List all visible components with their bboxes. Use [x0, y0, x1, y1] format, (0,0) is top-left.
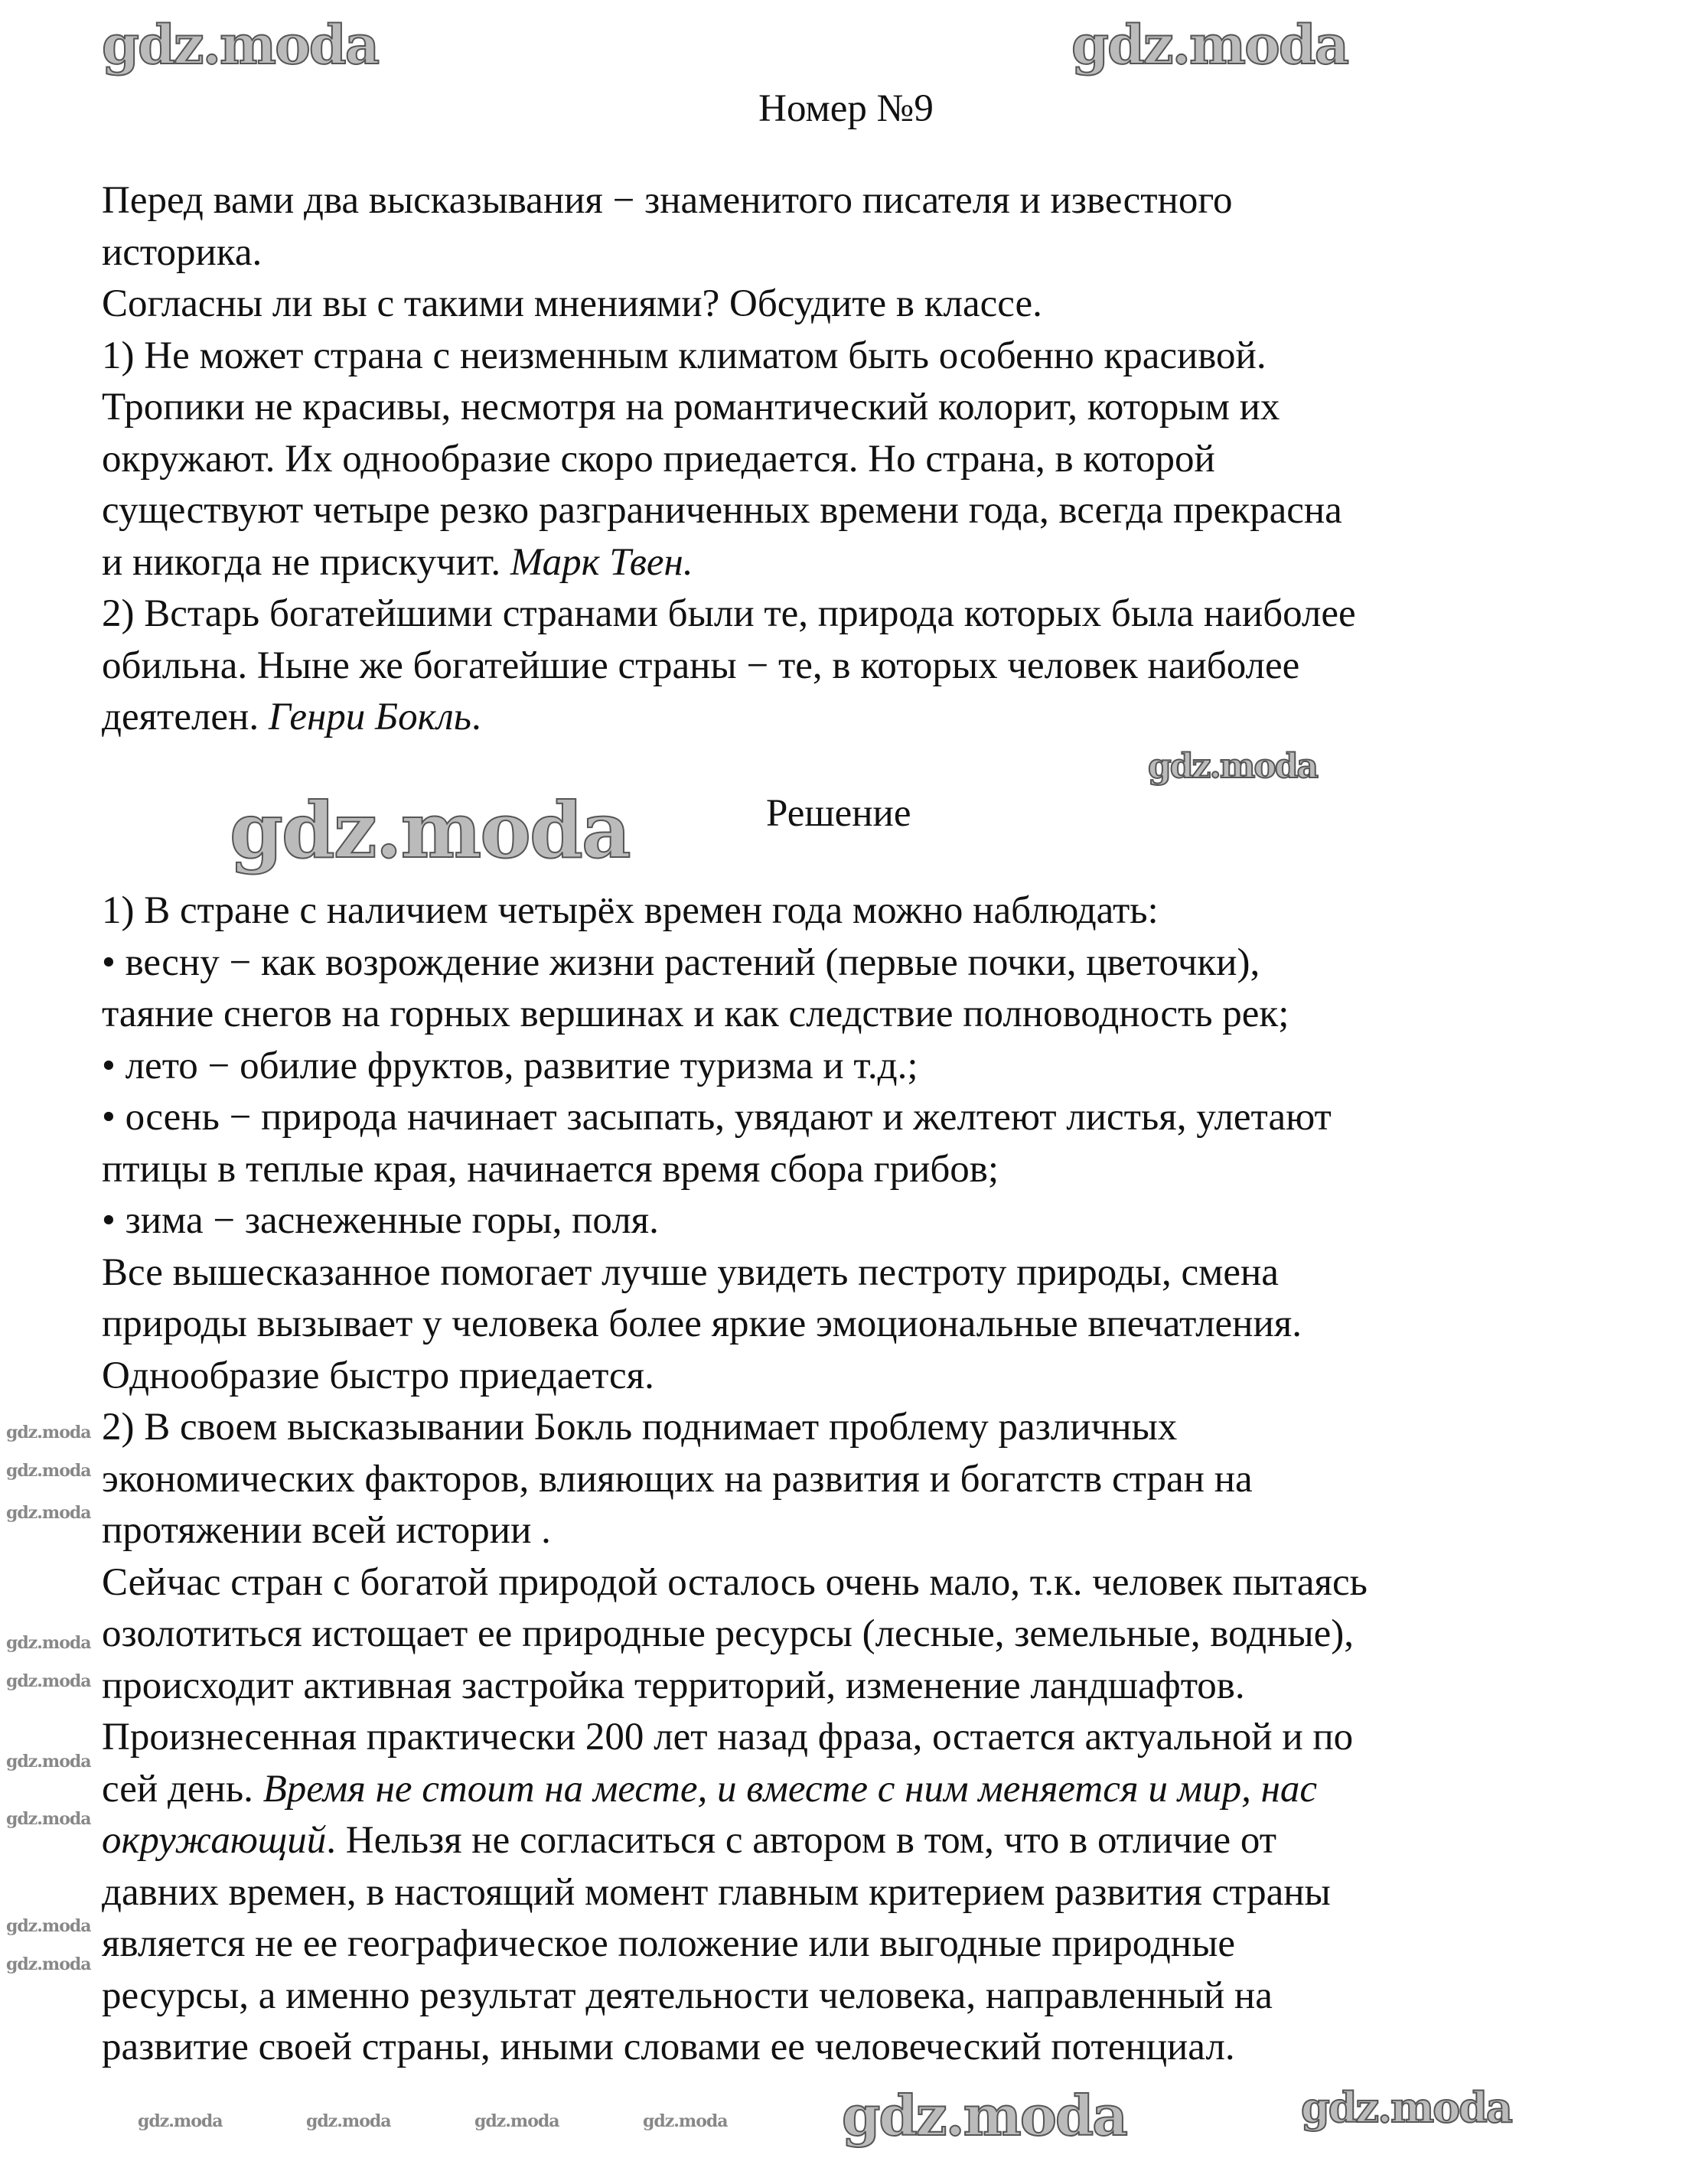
text-line: [102, 485, 1356, 537]
text-line: [102, 382, 1356, 434]
solution-text: [102, 885, 1368, 2074]
text-line: [102, 1351, 1368, 1403]
text-segment: • лето − обилие фруктов, развитие туризма и т.д.;: [102, 1044, 918, 1087]
text-segment: 2) Встарь богатейшими странами были те, природа которых была наиболее: [102, 592, 1356, 635]
text-line: [102, 641, 1356, 693]
watermark: gdz.moda: [306, 2111, 391, 2131]
watermark: gdz.moda: [6, 1809, 91, 1829]
text-segment: протяжении всей истории .: [102, 1509, 551, 1552]
text-segment: и никогда не прискучит.: [102, 540, 510, 584]
text-line: [102, 2022, 1368, 2074]
text-segment: Произнесенная практически 200 лет назад фраза, остается актуальной и по: [102, 1716, 1354, 1759]
text-segment: природы вызывает у человека более яркие эмоциональные впечатления.: [102, 1302, 1302, 1345]
text-segment: сей день.: [102, 1767, 263, 1811]
watermark: gdz.moda: [643, 2111, 728, 2131]
text-segment: существуют четыре резко разграниченных времени года, всегда прекрасна: [102, 489, 1342, 532]
text-line: [102, 331, 1356, 383]
text-segment: • весну − как возрождение жизни растений (первые почки, цветочки),: [102, 940, 1260, 984]
text-line: [102, 1661, 1368, 1713]
text-line: [102, 279, 1356, 331]
text-line: [102, 227, 1356, 279]
watermark: gdz.moda: [6, 1916, 91, 1936]
watermark: gdz.moda: [102, 13, 379, 77]
text-line: [102, 1815, 1368, 1867]
text-line: [102, 1195, 1368, 1247]
text-segment: озолотиться истощает ее природные ресурсы (лесные, земельные, водные),: [102, 1612, 1355, 1655]
text-line: [102, 1041, 1368, 1093]
text-line: [102, 1247, 1368, 1299]
watermark: gdz.moda: [6, 1752, 91, 1772]
text-line: [102, 1505, 1368, 1557]
text-segment: ресурсы, а именно результат деятельности человека, направленный на: [102, 1974, 1273, 2017]
text-line: [102, 1144, 1368, 1196]
watermark: gdz.moda: [6, 1954, 91, 1974]
text-segment: птицы в теплые края, начинается время сбора грибов;: [102, 1147, 999, 1191]
italic-text: Генри Бокль: [268, 696, 471, 738]
text-line: [102, 1609, 1368, 1661]
text-segment: .: [471, 696, 481, 738]
text-line: [102, 1867, 1368, 1919]
text-line: [102, 434, 1356, 486]
watermark: gdz.moda: [1301, 2083, 1511, 2132]
text-line: [102, 989, 1368, 1041]
text-line: [102, 175, 1356, 227]
text-segment: деятелен.: [102, 696, 269, 738]
text-segment: Все вышесказанное помогает лучше увидеть пестроту природы, смена: [102, 1250, 1279, 1294]
text-line: [102, 1402, 1368, 1454]
text-segment: экономических факторов, влияющих на развития и богатств стран на: [102, 1457, 1253, 1501]
text-line: [102, 588, 1356, 641]
text-segment: 1) Не может страна с неизменным климатом быть особенно красивой.: [102, 334, 1267, 377]
text-segment: • зима − заснеженные горы, поля.: [102, 1199, 659, 1242]
watermark: gdz.moda: [1148, 747, 1318, 786]
watermark: gdz.moda: [138, 2111, 223, 2131]
text-segment: таяние снегов на горных вершинах и как следствие полноводность рек;: [102, 993, 1289, 1035]
watermark: gdz.moda: [842, 2083, 1126, 2148]
text-segment: 1) В стране с наличием четырёх времен года можно наблюдать:: [102, 889, 1159, 932]
text-line: [102, 937, 1368, 989]
text-line: [102, 537, 1356, 589]
italic-text: Время не стоит на месте, и вместе с ним меняется и мир, нас: [262, 1767, 1318, 1811]
text-line: [102, 1918, 1368, 1970]
text-segment: Согласны ли вы с такими мнениями? Обсудите в классе.: [102, 282, 1042, 325]
text-segment: развитие своей страны, иными словами ее человеческий потенциал.: [102, 2026, 1235, 2068]
watermark: gdz.moda: [6, 1671, 91, 1691]
watermark: gdz.moda: [230, 785, 630, 875]
text-line: [102, 885, 1368, 937]
text-line: [102, 1970, 1368, 2023]
watermark: gdz.moda: [1071, 13, 1348, 77]
text-line: [102, 1712, 1368, 1764]
text-line: [102, 1764, 1368, 1816]
watermark: gdz.moda: [6, 1461, 91, 1481]
text-segment: • осень − природа начинает засыпать, увядают и желтеют листья, улетают: [102, 1096, 1332, 1139]
text-line: [102, 1092, 1368, 1144]
text-segment: является не ее географическое положение или выгодные природные: [102, 1922, 1235, 1965]
page-title: Номер №9: [758, 87, 934, 130]
text-segment: Сейчас стран с богатой природой осталось очень мало, т.к. человек пытаясь: [102, 1560, 1368, 1604]
text-segment: Перед вами два высказывания − знаменитого писателя и известного: [102, 179, 1233, 222]
watermark: gdz.moda: [6, 1633, 91, 1653]
text-line: [102, 1454, 1368, 1506]
text-segment: давних времен, в настоящий момент главным критерием развития страны: [102, 1870, 1331, 1914]
text-line: [102, 1557, 1368, 1609]
text-segment: Тропики не красивы, несмотря на романтический колорит, которым их: [102, 386, 1280, 429]
text-segment: окружают. Их однообразие скоро приедается. Но страна, в которой: [102, 437, 1215, 481]
watermark: gdz.moda: [6, 1503, 91, 1523]
solution-heading: Решение: [766, 792, 911, 835]
text-segment: Однообразие быстро приедается.: [102, 1354, 654, 1397]
watermark: gdz.moda: [6, 1423, 91, 1442]
text-segment: обильна. Ныне же богатейшие страны − те, в которых человек наиболее: [102, 644, 1300, 687]
watermark: gdz.moda: [474, 2111, 559, 2131]
text-segment: происходит активная застройка территорий, изменение ландшафтов.: [102, 1664, 1245, 1707]
text-segment: . Нельзя не согласиться с автором в том, что в отличие от: [326, 1819, 1276, 1862]
text-segment: 2) В своем высказывании Бокль поднимает проблему различных: [102, 1406, 1178, 1449]
text-line: [102, 692, 1356, 744]
italic-text: Марк Твен.: [510, 540, 693, 584]
question-text: [102, 175, 1356, 744]
text-segment: историка.: [102, 230, 262, 274]
italic-text: окружающий: [102, 1819, 327, 1862]
text-line: [102, 1299, 1368, 1351]
